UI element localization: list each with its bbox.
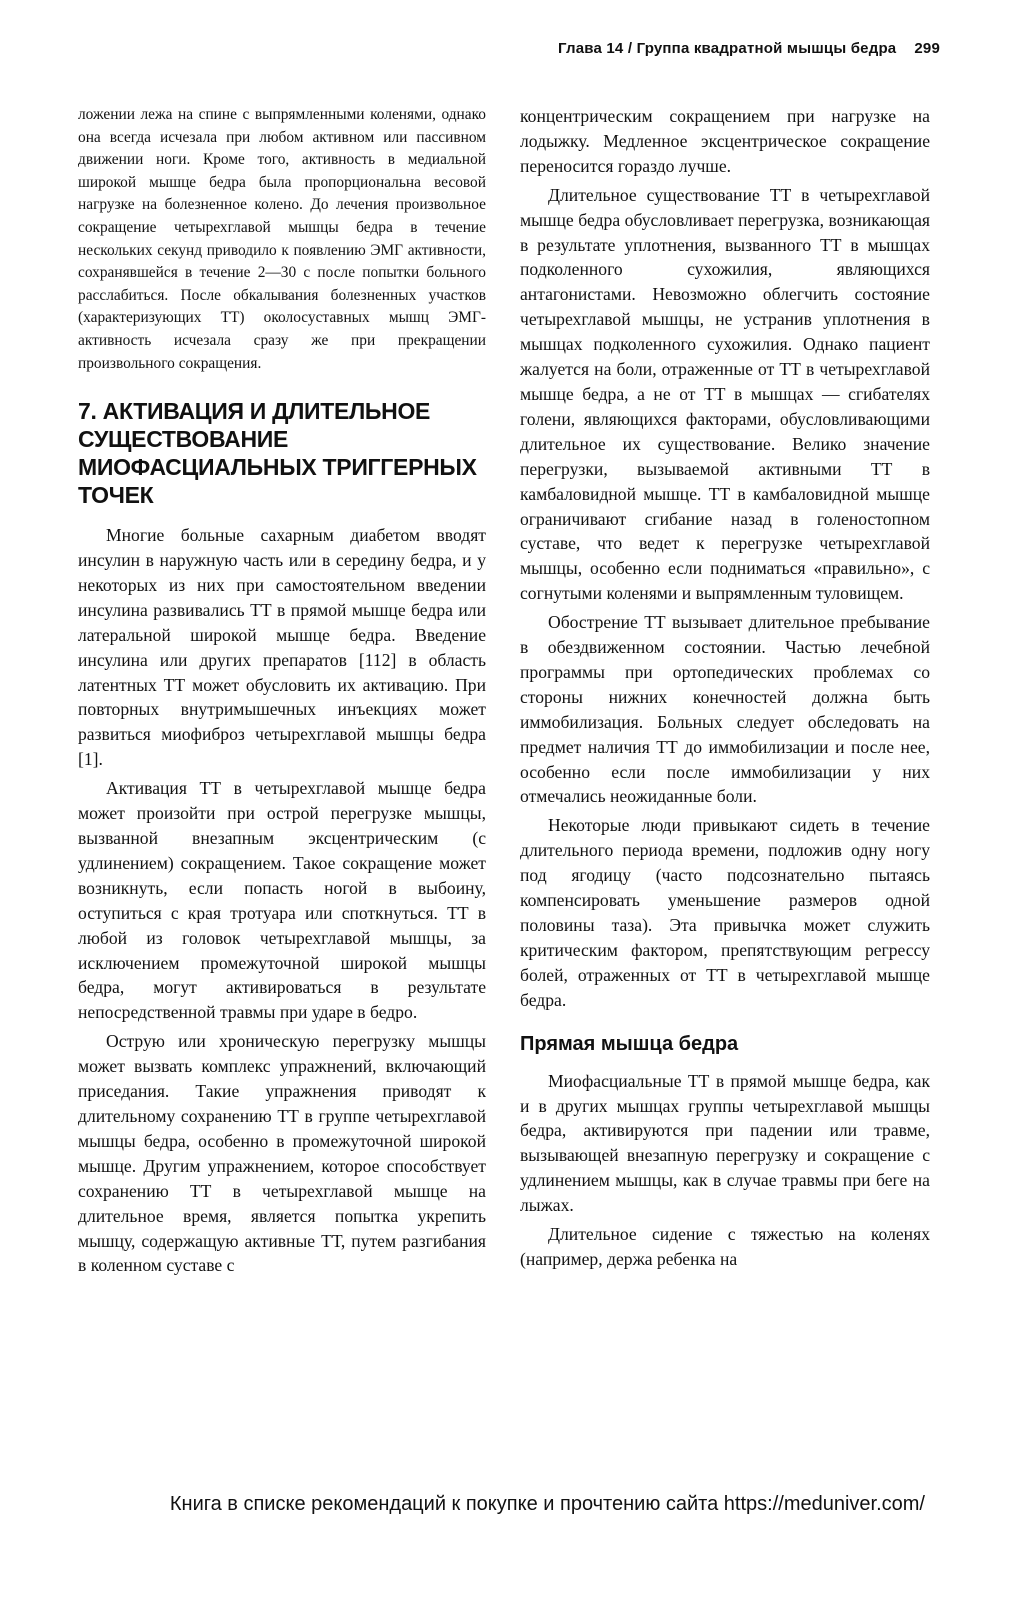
right-column — [520, 104, 930, 1276]
paragraph: Острую или хроническую перегрузку мышцы может вызвать комплекс упражнений, включающий приседания. Такие упражнения приводят к длительному сохранению ТТ в группе четырехглавой мышцы бедра, особенно в промежуточной широкой мышце. Другим упражнением, которое способствует сохранению ТТ в четырехглавой мышце на длительное время, является попытка укрепить мышцу, содержащую активные ТТ, путем разгибания в коленном суставе с — [78, 1031, 486, 1276]
paragraph: Активация ТТ в четырехглавой мышце бедра может произойти при острой перегрузке мышцы, вызванной внезапным эксцентрическим (с удлинением) сокращением. Такое сокращение может возникнуть, если попасть ногой в выбоину, оступиться с края тротуара или споткнуться. ТТ в любой из головок четырехглавой мышцы, за исключением промежуточной широкой мышцы бедра, могут активироваться в результате непосредственной травмы при ударе в бедро. — [78, 778, 486, 1023]
paragraph: Миофасциальные ТТ в прямой мышце бедра, как и в других мышцах группы четырехглавой мышцы бедра, активируются при падении или травме, вызывающей внезапную перегрузку и сокращение с удлинением мышцы, как в случае травмы при беге на лыжах. — [520, 1070, 930, 1216]
section-heading: 7. АКТИВАЦИЯ И ДЛИТЕЛЬНОЕ СУЩЕСТВОВАНИЕ МИОФАСЦИАЛЬНЫХ ТРИГГЕРНЫХ ТОЧЕК — [78, 398, 477, 509]
page-number: 299 — [914, 40, 940, 57]
paragraph: Многие больные сахарным диабетом вводят инсулин в наружную часть или в середину бедра, и у некоторых из них при самостоятельном введении инсулина развивались ТТ в прямой мышце бедра или латеральной широкой мышце бедра. Введение инсулина или других препаратов [112] в область латентных ТТ может обусловить их активацию. При повторных внутримышечных инъекциях может развиться миофиброз четырехглавой мышцы бедра [1]. — [78, 525, 486, 770]
subsection-heading: Прямая мышца бедра — [520, 1032, 739, 1055]
paragraph: Некоторые люди привыкают сидеть в течение длительного периода времени, подложив одну ногу под ягодицу (часто подсознательно пытаясь компенсировать уменьшение размеров одной половины таза). Эта привычка может служить критическим фактором, препятствующим регрессу болей, отраженных от ТТ в четырехглавой мышце бедра. — [520, 815, 930, 1010]
running-head — [480, 40, 940, 57]
paragraph: Обострение ТТ вызывает длительное пребывание в обездвиженном состоянии. Частью лечебной программы при ортопедических проблемах со стороны нижних конечностей должна быть иммобилизация. Больных следует обследовать на предмет наличия ТТ до иммобилизации и после нее, особенно если после иммобилизации у них отмечались неожиданные боли. — [520, 612, 930, 807]
paragraph-continued: концентрическим сокращением при нагрузке на лодыжку. Медленное эксцентрическое сокращение переносится гораздо лучше. — [520, 106, 930, 176]
left-column — [78, 104, 486, 1282]
footer-watermark-text: Книга в списке рекомендаций к покупке и прочтению сайта https://meduniver.com/ — [169, 1493, 925, 1515]
paragraph-continued: ложении лежа на спине с выпрямленными коленями, однако она всегда исчезала при любом активном или пассивном движении ноги. Кроме того, активность в медиальной широкой мышце бедра была пропорциональна весовой нагрузке на болезненное колено. До лечения произвольное сокращение четырехглавой мышцы бедра в течение нескольких секунд приводило к появлению ЭМГ активности, сохранявшейся в течение 2—30 с после попытки больного расслабиться. После обкалывания болезненных участков (характеризующих ТТ) околосуставных мышц ЭМГ-активность исчезала сразу же при прекращении произвольного сокращения. — [78, 106, 486, 372]
paragraph: Длительное существование ТТ в четырехглавой мышце бедра обусловливает перегрузка, возникающая в результате уплотнения, вызванного ТТ в мышцах подколенного сухожилия, являющихся антагонистами. Невозможно облегчить состояние четырехглавой мышцы, не устранив уплотнения в мышцах подколенного сухожилия. Однако пациент жалуется на боли, отраженные от ТТ в четырехглавой мышце бедра, а не от ТТ в мышцах — сгибателях голени, являющихся факторами, обусловливающими длительное их существование. Велико значение перегрузки, вызываемой активными ТТ в камбаловидной мышце. ТТ в камбаловидной мышце ограничивают сгибание назад в голеностопном суставе, что ведет к перегрузке четырехглавой мышцы, особенно если подниматься «правильно», с согнутыми коленями и выпрямленным туловищем. — [520, 184, 930, 604]
chapter-title: Глава 14 / Группа квадратной мышцы бедра — [558, 40, 897, 57]
paragraph: Длительное сидение с тяжестью на коленях (например, держа ребенка на — [520, 1224, 930, 1269]
